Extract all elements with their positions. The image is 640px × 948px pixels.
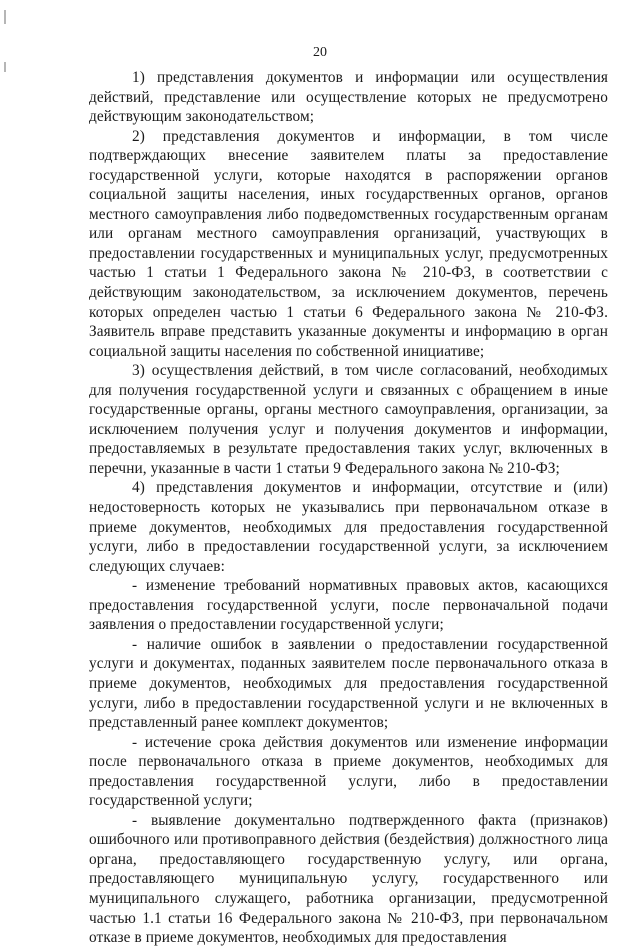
paragraph-item-4: 4) представления документов и информации, отсутствие и (или) недостоверность которых не указывались при первоначальном отказе в приеме документов, необходимых для предоставления государственной услуги, либо в предоставлении государственной услуги, за исключением следующих случаев:: [89, 479, 608, 575]
document-body: [89, 68, 608, 948]
paragraph-exception-1: - изменение требований нормативных правовых актов, касающихся предоставления государственной услуги, после первоначальной подачи заявления о предоставлении государственной услуги;: [89, 577, 608, 634]
page-number: 20: [313, 45, 327, 60]
paragraph-exception-3: - истечение срока действия документов или изменение информации после первоначального отказа в приеме документов, необходимых для предоставления государственной услуги, либо в предоставлении государственной услуги;: [89, 733, 608, 810]
paragraph-item-2: 2) представления документов и информации, в том числе подтверждающих внесение заявителем платы за предоставление государственной услуги, которые находятся в распоряжении органов социальной защиты населения, иных государственных органов, органов местного самоуправления либо подведомственных государственным органам или органам местного самоуправления организаций, участвующих в предоставлении государственных и муниципальных услуг, предусмотренных частью 1 статьи 1 Федерального закона № 210-ФЗ, в соответствии с действующим законодательством, за исключением документов, перечень которых определен частью 1 статьи 6 Федерального закона № 210-ФЗ. Заявитель вправе представить указанные документы и информацию в орган социальной защиты населения по собственной инициативе;: [89, 127, 608, 360]
scan-edge-mark-top: [4, 10, 6, 24]
paragraph-exception-4: - выявление документально подтвержденного факта (признаков) ошибочного или противоправного действия (бездействия) должностного лица органа, предоставляющего государственную услугу, или органа, предоставляющего муниципальную услугу, государственного или муниципального служащего, работника организации, предусмотренной частью 1.1 статьи 16 Федерального закона № 210-ФЗ, при первоначальном отказе в приеме документов, необходимых для предоставления: [89, 811, 608, 947]
paragraph-item-1: 1) представления документов и информации или осуществления действий, представление или осуществление которых не предусмотрено действующим законодательством;: [89, 69, 608, 126]
paragraph-exception-2: - наличие ошибок в заявлении о предоставлении государственной услуги и документах, поданных заявителем после первоначального отказа в приеме документов, необходимых для предоставления государственной услуги, либо в предоставлении государственной услуги и не включенных в представленный ранее комплект документов;: [89, 635, 608, 732]
scan-edge-mark-middle: [4, 62, 6, 72]
paragraph-item-3: 3) осуществления действий, в том числе согласований, необходимых для получения государственной услуги и связанных с обращением в иные государственные органы, органы местного самоуправления, организации, за исключением получения услуг и получения документов и информации, предоставляемых в результате предоставления таких услуг, включенных в перечни, указанные в части 1 статьи 9 Федерального закона № 210-ФЗ;: [89, 362, 608, 477]
